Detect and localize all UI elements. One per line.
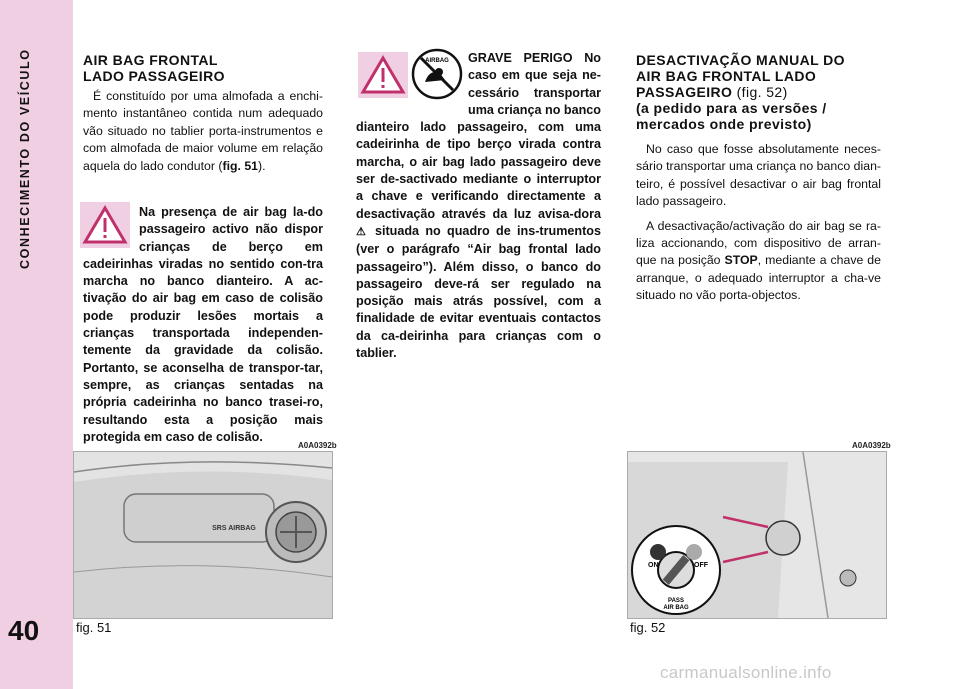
fig52-image bbox=[627, 451, 887, 619]
column-1 bbox=[83, 52, 323, 175]
page-number: 40 bbox=[8, 615, 40, 646]
sidebar bbox=[0, 0, 73, 689]
svg-text:AIR BAG: AIR BAG bbox=[663, 605, 689, 611]
heading-manual-deactivation: DESACTIVAÇÃO MANUAL DO AIR BAG FRONTAL LADO PASSAGEIRO (fig. 52) (a pedido para as versões / mercados onde previsto) bbox=[636, 52, 845, 132]
heading-airbag-passenger: AIR BAG FRONTAL LADO PASSAGEIRO bbox=[83, 52, 225, 84]
column-3 bbox=[636, 52, 881, 305]
svg-text:AIRBAG: AIRBAG bbox=[425, 58, 449, 64]
paragraph-1: No caso que fosse absolutamente neces-sário transportar uma criança no banco dian-teiro, é possível desactivar o air bag frontal lado passageiro. bbox=[636, 142, 881, 209]
fig52-code: A0A0392b bbox=[852, 441, 891, 450]
warning-serious-danger: GRAVE PERIGO No caso em que seja ne-cessário transportar uma criança no banco dianteiro lado passageiro, com uma cadeirinha de tipo berço virada contra marcha, o air bag lado passageiro deve ser de-sactivado mediante o interruptor a chave e verificando directamente a desactivação através da luz avisa-dora ⚠ situada no quadro de ins-trumentos (ver o parágrafo “Air bag frontal lado passageiro”). Além disso, o banco do passageiro deve-rá ser regulado na posição mais atrás possível, com a finalidade de evitar eventuais contactos da ca-deirinha para crianças com o tablier. bbox=[356, 51, 601, 361]
svg-text:SRS AIRBAG: SRS AIRBAG bbox=[212, 525, 256, 532]
warning-child-seat: Na presença de air bag la-do passageiro activo não dispor crianças de berço em cadeirinhas viradas no sentido con-tra marcha no banco dianteiro. A ac-tivação do air bag em caso de colisão pode produzir lesões mortais a crianças transportada independen-temente da gravidade da colisão. Portanto, se aconselha de transpor-tar, sempre, as crianças sentadas na própria cadeirinha no banco trasei-ro, resultando esta a posição mais protegida em caso de colisão. bbox=[83, 205, 323, 444]
fig51-code: A0A0392b bbox=[298, 441, 337, 450]
fig51-caption: fig. 51 bbox=[76, 620, 112, 635]
svg-text:OFF: OFF bbox=[694, 562, 708, 569]
paragraph-2: A desactivação/activação do air bag se ra-liza accionando, com dispositivo de arran-que na posição STOP, mediante a chave de arranque, o adequado interruptor a cha-ve situado no vão porta-objectos. bbox=[636, 218, 881, 303]
airbag-off-icon: ⚠ bbox=[356, 225, 369, 238]
fig51-image bbox=[73, 451, 333, 619]
svg-text:PASS: PASS bbox=[668, 598, 684, 604]
watermark-footer: carmanualsonline.info bbox=[660, 663, 832, 682]
section-title: CONHECIMENTO DO VEÍCULO bbox=[18, 48, 32, 269]
svg-text:ON: ON bbox=[648, 562, 659, 569]
intro-paragraph: É constituído por uma almofada a enchi-mento instantâneo contida num adequado vão situado no tablier porta-instrumentos e com almofada de maior volume em relação aquela do lado condutor (fig. 51). bbox=[83, 89, 323, 173]
fig52-caption: fig. 52 bbox=[630, 620, 666, 635]
